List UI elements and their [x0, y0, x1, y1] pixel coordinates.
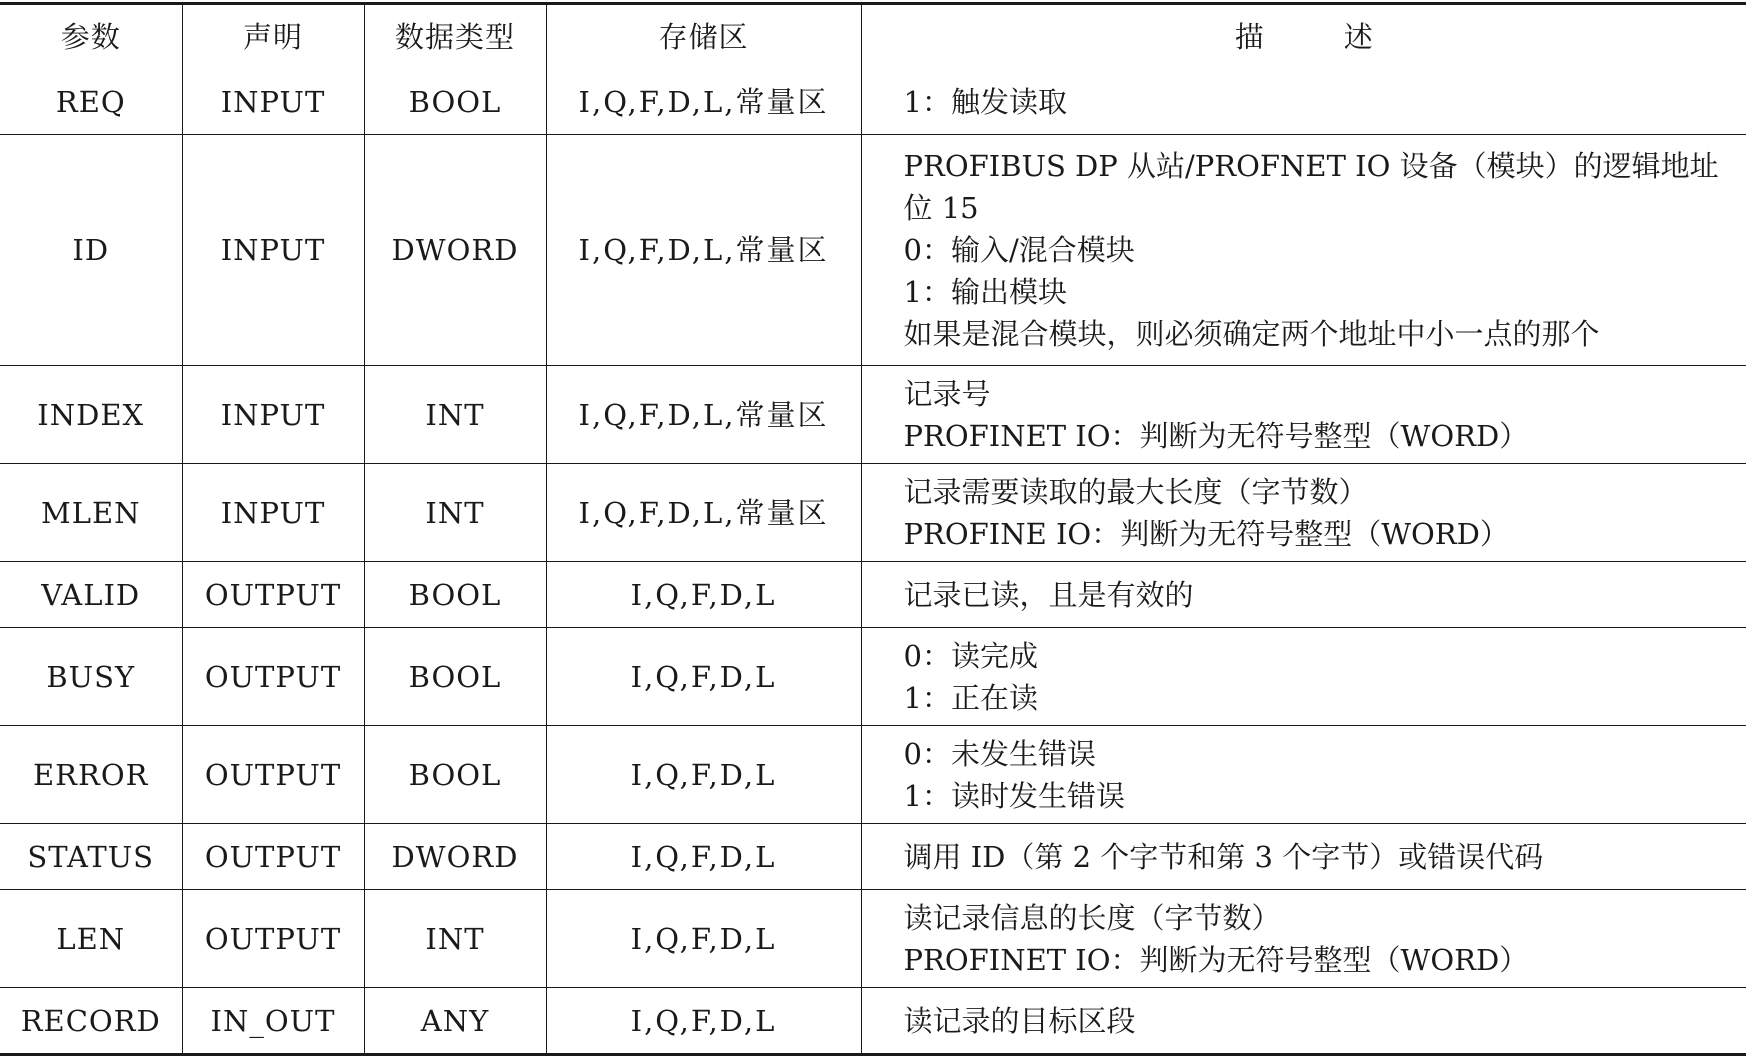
declaration-cell: OUTPUT — [182, 726, 364, 824]
storage-cell: I,Q,F,D,L,常量区 — [546, 464, 861, 562]
description-cell — [861, 464, 1746, 562]
declaration-cell: INPUT — [182, 69, 364, 135]
data-type-cell: ANY — [364, 988, 546, 1055]
storage-cell: I,Q,F,D,L — [546, 824, 861, 890]
declaration-cell: INPUT — [182, 464, 364, 562]
description-line: 1：触发读取 — [903, 84, 1067, 119]
description-line: 0：未发生错误 — [903, 736, 1096, 771]
storage-cell: I,Q,F,D,L — [546, 988, 861, 1055]
storage-cell: I,Q,F,D,L,常量区 — [546, 366, 861, 464]
param-cell: LEN — [0, 890, 182, 988]
description-line: 如果是混合模块，则必须确定两个地址中小一点的那个 — [903, 317, 1600, 351]
param-cell: REQ — [0, 69, 182, 135]
storage-cell: I,Q,F,D,L,常量区 — [546, 69, 861, 135]
table-row — [0, 988, 1746, 1055]
description-cell — [861, 562, 1746, 628]
table-header-row — [0, 4, 1746, 70]
description-line: PROFINET IO：判断为无符号整型（WORD） — [903, 418, 1529, 453]
table-row — [0, 464, 1746, 562]
header-description-part-a: 描 — [1234, 20, 1264, 54]
param-cell: VALID — [0, 562, 182, 628]
data-type-cell: DWORD — [364, 135, 546, 366]
description-line: 记录已读，且是有效的 — [903, 577, 1194, 612]
data-type-cell: DWORD — [364, 824, 546, 890]
storage-cell: I,Q,F,D,L — [546, 628, 861, 726]
description-cell — [861, 824, 1746, 890]
data-type-cell: INT — [364, 890, 546, 988]
description-line: 调用 ID（第 2 个字节和第 3 个字节）或错误代码 — [903, 839, 1544, 874]
description-line: 记录号 — [903, 376, 991, 411]
table-row — [0, 562, 1746, 628]
data-type-cell: BOOL — [364, 628, 546, 726]
description-cell — [861, 69, 1746, 135]
declaration-cell: INPUT — [182, 135, 364, 366]
data-type-cell: INT — [364, 366, 546, 464]
declaration-cell: IN_OUT — [182, 988, 364, 1055]
param-cell: STATUS — [0, 824, 182, 890]
table-row — [0, 69, 1746, 135]
header-storage: 存储区 — [546, 4, 861, 70]
table-row — [0, 628, 1746, 726]
table-row — [0, 366, 1746, 464]
param-cell: MLEN — [0, 464, 182, 562]
description-cell — [861, 890, 1746, 988]
parameter-table — [0, 2, 1746, 1056]
param-cell: ID — [0, 135, 182, 366]
header-description-part-b: 述 — [1343, 20, 1373, 54]
description-line: 0：输入/混合模块 — [903, 233, 1135, 267]
header-declaration: 声明 — [182, 4, 364, 70]
description-cell — [861, 628, 1746, 726]
storage-cell: I,Q,F,D,L — [546, 562, 861, 628]
table-row — [0, 726, 1746, 824]
description-line: 1：读时发生错误 — [903, 778, 1125, 813]
param-cell: BUSY — [0, 628, 182, 726]
declaration-cell: INPUT — [182, 366, 364, 464]
table-row — [0, 890, 1746, 988]
declaration-cell: OUTPUT — [182, 562, 364, 628]
declaration-cell: OUTPUT — [182, 824, 364, 890]
header-description — [861, 4, 1746, 70]
description-line: PROFIBUS DP 从站/PROFNET IO 设备（模块）的逻辑地址 — [903, 149, 1719, 183]
description-line: 0：读完成 — [903, 638, 1038, 673]
description-line: PROFINE IO：判断为无符号整型（WORD） — [903, 516, 1509, 551]
header-data-type: 数据类型 — [364, 4, 546, 70]
param-cell: INDEX — [0, 366, 182, 464]
description-cell — [861, 726, 1746, 824]
description-line: PROFINET IO：判断为无符号整型（WORD） — [903, 942, 1529, 977]
data-type-cell: BOOL — [364, 726, 546, 824]
header-param: 参数 — [60, 20, 121, 54]
description-cell — [861, 366, 1746, 464]
data-type-cell: BOOL — [364, 69, 546, 135]
storage-cell: I,Q,F,D,L — [546, 726, 861, 824]
param-cell: ERROR — [0, 726, 182, 824]
description-line: 位 15 — [903, 191, 979, 225]
storage-cell: I,Q,F,D,L — [546, 890, 861, 988]
description-line: 读记录的目标区段 — [903, 1003, 1136, 1038]
description-line: 记录需要读取的最大长度（字节数） — [903, 474, 1368, 509]
declaration-cell: OUTPUT — [182, 890, 364, 988]
description-cell — [861, 135, 1746, 366]
description-cell — [861, 988, 1746, 1055]
data-type-cell: INT — [364, 464, 546, 562]
param-cell: RECORD — [20, 1003, 161, 1038]
declaration-cell: OUTPUT — [182, 628, 364, 726]
description-line: 读记录信息的长度（字节数） — [903, 900, 1281, 935]
description-line: 1：正在读 — [903, 680, 1038, 715]
storage-cell: I,Q,F,D,L,常量区 — [546, 135, 861, 366]
table-row — [0, 824, 1746, 890]
table-row — [0, 135, 1746, 366]
description-line: 1：输出模块 — [903, 275, 1067, 309]
data-type-cell: BOOL — [364, 562, 546, 628]
